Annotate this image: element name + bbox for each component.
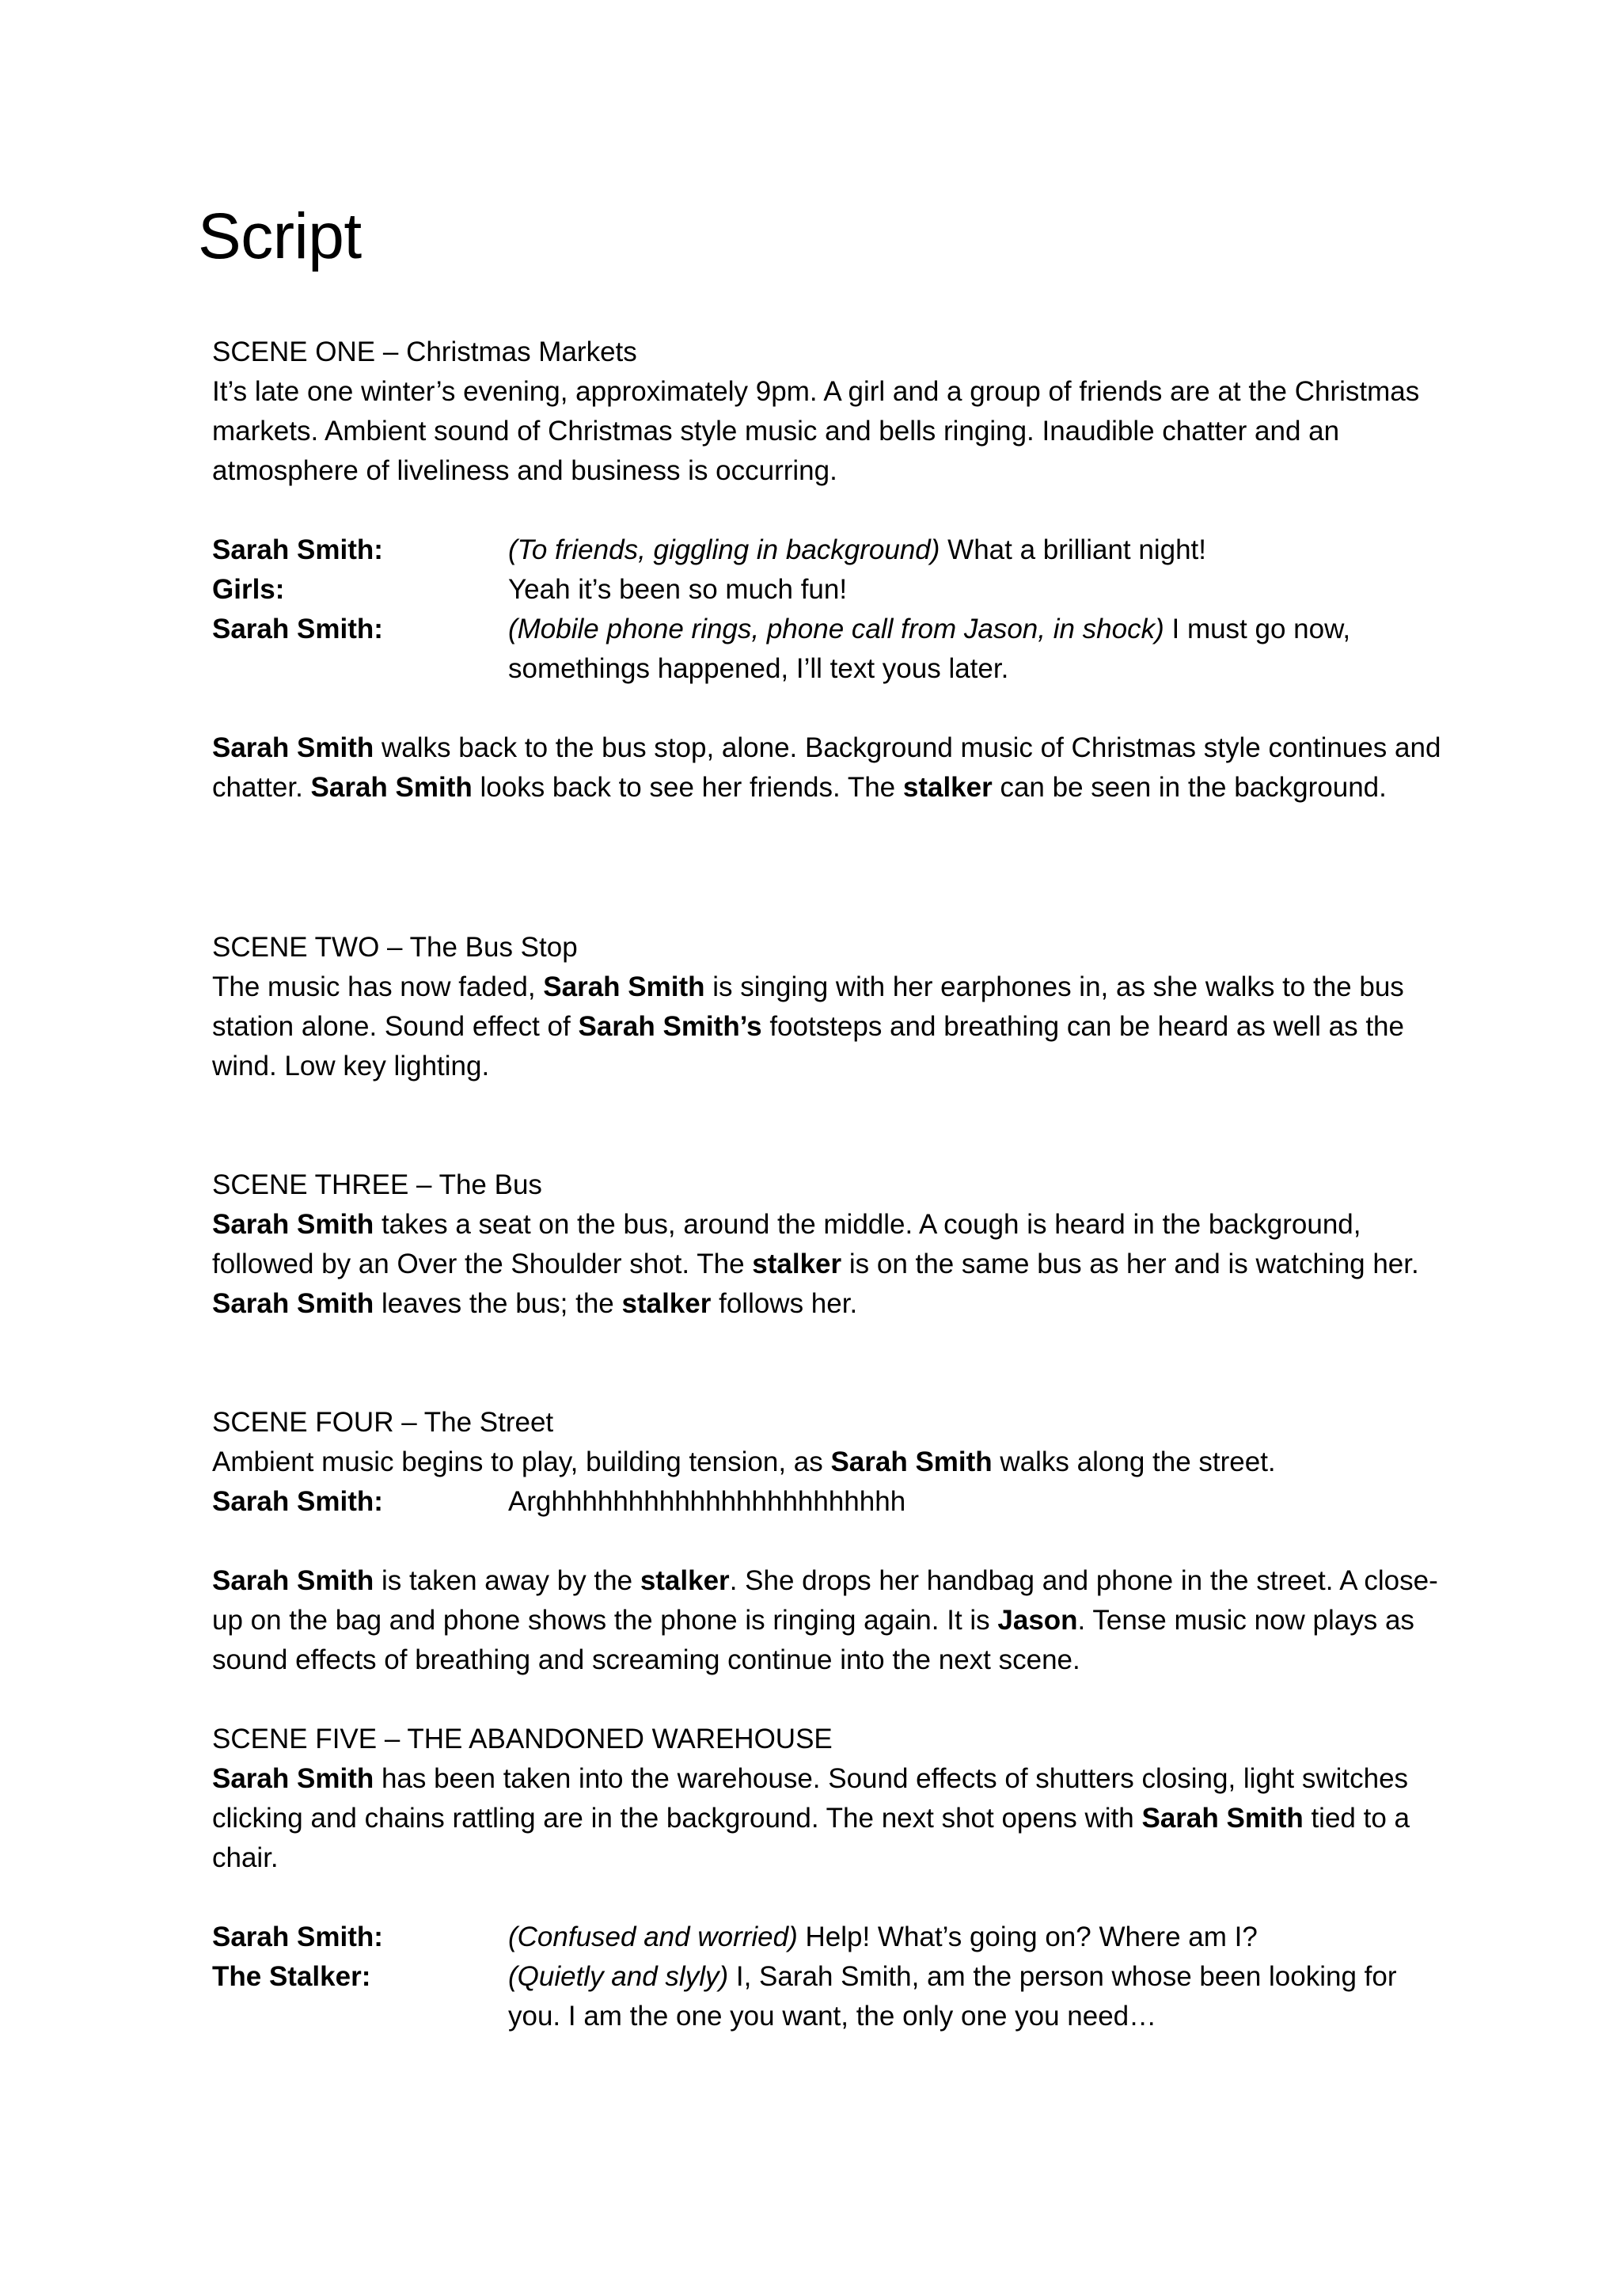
dialogue-text: Yeah it’s been so much fun! [508,574,848,605]
character-name: Sarah Smith [212,1763,374,1794]
scene-one-heading: SCENE ONE – Christmas Markets [212,336,637,367]
stage-direction: (Mobile phone rings, phone call from Jason, in shock) [508,614,1164,644]
stage-direction: (To friends, giggling in background) [508,534,940,565]
character-name: stalker [902,772,993,803]
dialogue-line [212,1482,1447,1522]
action-text: leaves the bus; the [374,1288,622,1319]
character-name: Sarah Smith [212,1288,374,1319]
action-text: takes a seat on the bus, around the middle. A cough is heard in the background, followed by an Over the Shoulder shot. The [212,1209,1361,1279]
scene-one-description: It’s late one winter’s evening, approximately 9pm. A girl and a group of friends are at the Christmas markets. Ambient sound of Christmas style music and bells ringing. Inaudible chatter and an atmosphere of liveliness and business is occurring. [212,376,1420,486]
scene-two-description [212,967,1447,1086]
stage-direction: (Confused and worried) [508,1922,798,1952]
scene-four-action [212,1561,1447,1680]
action-text: footsteps and breathing can be heard as well as the wind. Low key lighting. [212,1011,1404,1081]
scene-three-description [212,1205,1447,1324]
dialogue-text: I must go now, somethings happened, I’ll text yous later. [508,614,1351,684]
page-title: Script [198,200,362,272]
dialogue-line [212,610,1447,689]
scene-four-description [212,1443,1447,1482]
character-name: Sarah Smith [212,1209,374,1240]
action-text: is taken away by the [374,1565,640,1596]
action-text: can be seen in the background. [992,772,1387,803]
dialogue-text: Arghhhhhhhhhhhhhhhhhhhhhhh [508,1486,906,1517]
character-name: Sarah Smith [543,971,705,1002]
character-name: stalker [640,1565,730,1596]
speaker-name: Sarah Smith: [212,534,383,565]
dialogue-text: I, Sarah Smith, am the person whose been looking for you. I am the one you want, the only one you need… [508,1961,1397,2032]
scene-one-action [212,728,1447,808]
dialogue-line [212,1957,1447,2036]
dialogue-line [212,530,1447,570]
scene-five-heading: SCENE FIVE – THE ABANDONED WAREHOUSE [212,1724,833,1754]
character-name: Jason [997,1605,1078,1636]
character-name: Sarah Smith [310,772,473,803]
character-name: stalker [752,1249,842,1279]
stage-direction: (Quietly and slyly) [508,1961,729,1992]
speaker-name: The Stalker: [212,1961,371,1992]
scene-three-heading: SCENE THREE – The Bus [212,1169,542,1200]
speaker-name: Girls: [212,574,285,605]
action-text: is singing with her earphones in, as she walks to the bus station alone. Sound effect of [212,971,1404,1042]
character-name: Sarah Smith’s [578,1011,762,1042]
dialogue-text: Help! What’s going on? Where am I? [797,1922,1258,1952]
dialogue-text: What a brilliant night! [940,534,1206,565]
action-text: . She drops her handbag and phone in the street. A close-up on the bag and phone shows the phone is ringing again. It is [212,1565,1438,1636]
dialogue-line [212,570,1447,610]
action-text: follows her. [711,1288,858,1319]
character-name: Sarah Smith [830,1446,993,1477]
scene-five-description [212,1759,1447,1878]
character-name: Sarah Smith [212,1565,374,1596]
action-text: tied to a chair. [212,1803,1410,1873]
character-name: stalker [621,1288,712,1319]
action-text: Ambient music begins to play, building tension, as [212,1446,831,1477]
action-text: looks back to see her friends. The [472,772,903,803]
speaker-name: Sarah Smith: [212,1922,383,1952]
action-text: walks along the street. [992,1446,1276,1477]
action-text: The music has now faded, [212,971,544,1002]
action-text: is on the same bus as her and is watching her. [841,1249,1419,1279]
speaker-name: Sarah Smith: [212,614,383,644]
dialogue-line [212,1918,1447,1957]
character-name: Sarah Smith [1141,1803,1304,1834]
scene-two-heading: SCENE TWO – The Bus Stop [212,932,578,963]
script-body [212,333,1447,2036]
speaker-name: Sarah Smith: [212,1486,383,1517]
action-text: . Tense music now plays as sound effects of breathing and screaming continue into the next scene. [212,1605,1414,1675]
scene-four-heading: SCENE FOUR – The Street [212,1407,554,1438]
action-text: walks back to the bus stop, alone. Background music of Christmas style continues and chatter. [212,732,1441,803]
action-text: has been taken into the warehouse. Sound effects of shutters closing, light switches clicking and chains rattling are in the background. The next shot opens with [212,1763,1409,1834]
character-name: Sarah Smith [212,732,374,763]
